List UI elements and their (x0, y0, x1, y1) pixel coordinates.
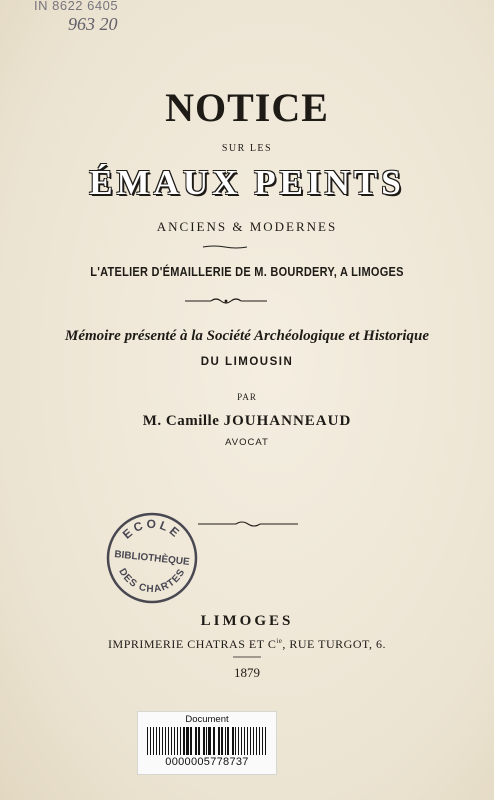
barcode-bar (159, 727, 160, 755)
barcode-bar (221, 727, 223, 755)
imprint-year: 1879 (234, 665, 260, 680)
printer-address: , RUE TURGOT, 6. (282, 637, 386, 651)
shelfmark-line-1: IN 8622 6405 (34, 0, 119, 13)
author-line (0, 413, 494, 430)
stamp-middle-text: BIBLIOTHÈQUE (113, 549, 191, 568)
barcode-bar (218, 727, 220, 755)
barcode-bar (190, 727, 192, 755)
barcode-bar (208, 727, 211, 755)
svg-text:DES CHARTES (116, 567, 187, 595)
barcode-bar (162, 727, 163, 755)
barcode-number: 0000005778737 (165, 756, 249, 768)
par-label: PAR (237, 392, 257, 402)
stamp-top-text: ECOLE (119, 516, 185, 542)
barcode-bar (147, 727, 148, 755)
barcode-bar (150, 727, 151, 755)
barcode-bar (177, 727, 178, 755)
barcode-bars (146, 727, 268, 755)
barcode-bar (259, 727, 260, 755)
barcode-bar (256, 727, 257, 755)
barcode-bar (247, 727, 248, 755)
barcode-bar (153, 727, 154, 755)
barcode-label (137, 711, 277, 775)
shelfmark-line-2: 963 20 (68, 14, 118, 34)
atelier-line: L'ATELIER D'ÉMAILLERIE DE M. BOURDERY, A LIMOGES (90, 265, 404, 279)
barcode-bar (238, 727, 239, 755)
barcode-bar (168, 727, 169, 755)
barcode-bar (171, 727, 172, 755)
barcode-title: Document (185, 714, 229, 725)
barcode-bar (174, 727, 175, 755)
barcode-bar (250, 727, 251, 755)
author-surname: JOUHANNEAUD (223, 413, 352, 429)
barcode-bar (232, 727, 234, 755)
barcode-bar (253, 727, 254, 755)
barcode-bar (225, 727, 226, 755)
ornament-rule-2 (183, 296, 269, 306)
ornament-rule-4 (232, 655, 262, 659)
barcode-bar (198, 727, 200, 755)
ornament-rule-1 (202, 244, 248, 250)
imprint-printer (0, 637, 494, 652)
barcode-bar (265, 727, 266, 755)
barcode-bar (195, 727, 197, 755)
barcode-bar (213, 727, 215, 755)
barcode-bar (183, 727, 185, 755)
title-notice: NOTICE (165, 85, 329, 130)
barcode-bar (244, 727, 245, 755)
title-subtitle: ANCIENS & MODERNES (156, 219, 338, 234)
library-stamp (104, 510, 200, 606)
author-prefix: M. Camille (142, 413, 220, 429)
printer-name: IMPRIMERIE CHATRAS ET C (108, 637, 277, 651)
barcode-bar (156, 727, 157, 755)
barcode-bar (180, 727, 181, 755)
barcode-bar (235, 727, 236, 755)
barcode-bar (165, 727, 166, 755)
barcode-bar (241, 727, 242, 755)
title-sur-les: SUR LES (221, 143, 273, 154)
barcode-bar (186, 727, 189, 755)
ornament-rule-3 (196, 519, 300, 529)
barcode-bar (203, 727, 205, 755)
printer-sup: ie (276, 637, 283, 645)
barcode-bar (206, 727, 207, 755)
stamp-bottom-text: DES CHARTES (116, 566, 188, 596)
imprint-city: LIMOGES (200, 613, 294, 629)
barcode-bar (227, 727, 229, 755)
title-emaux-peints: ÉMAUX PEINTS (89, 163, 405, 202)
barcode-bar (262, 727, 263, 755)
author-role: AVOCAT (225, 437, 269, 448)
du-limousin: DU LIMOUSIN (200, 356, 294, 368)
memoire-line: Mémoire présenté à la Société Archéologique et Historique (65, 328, 429, 344)
